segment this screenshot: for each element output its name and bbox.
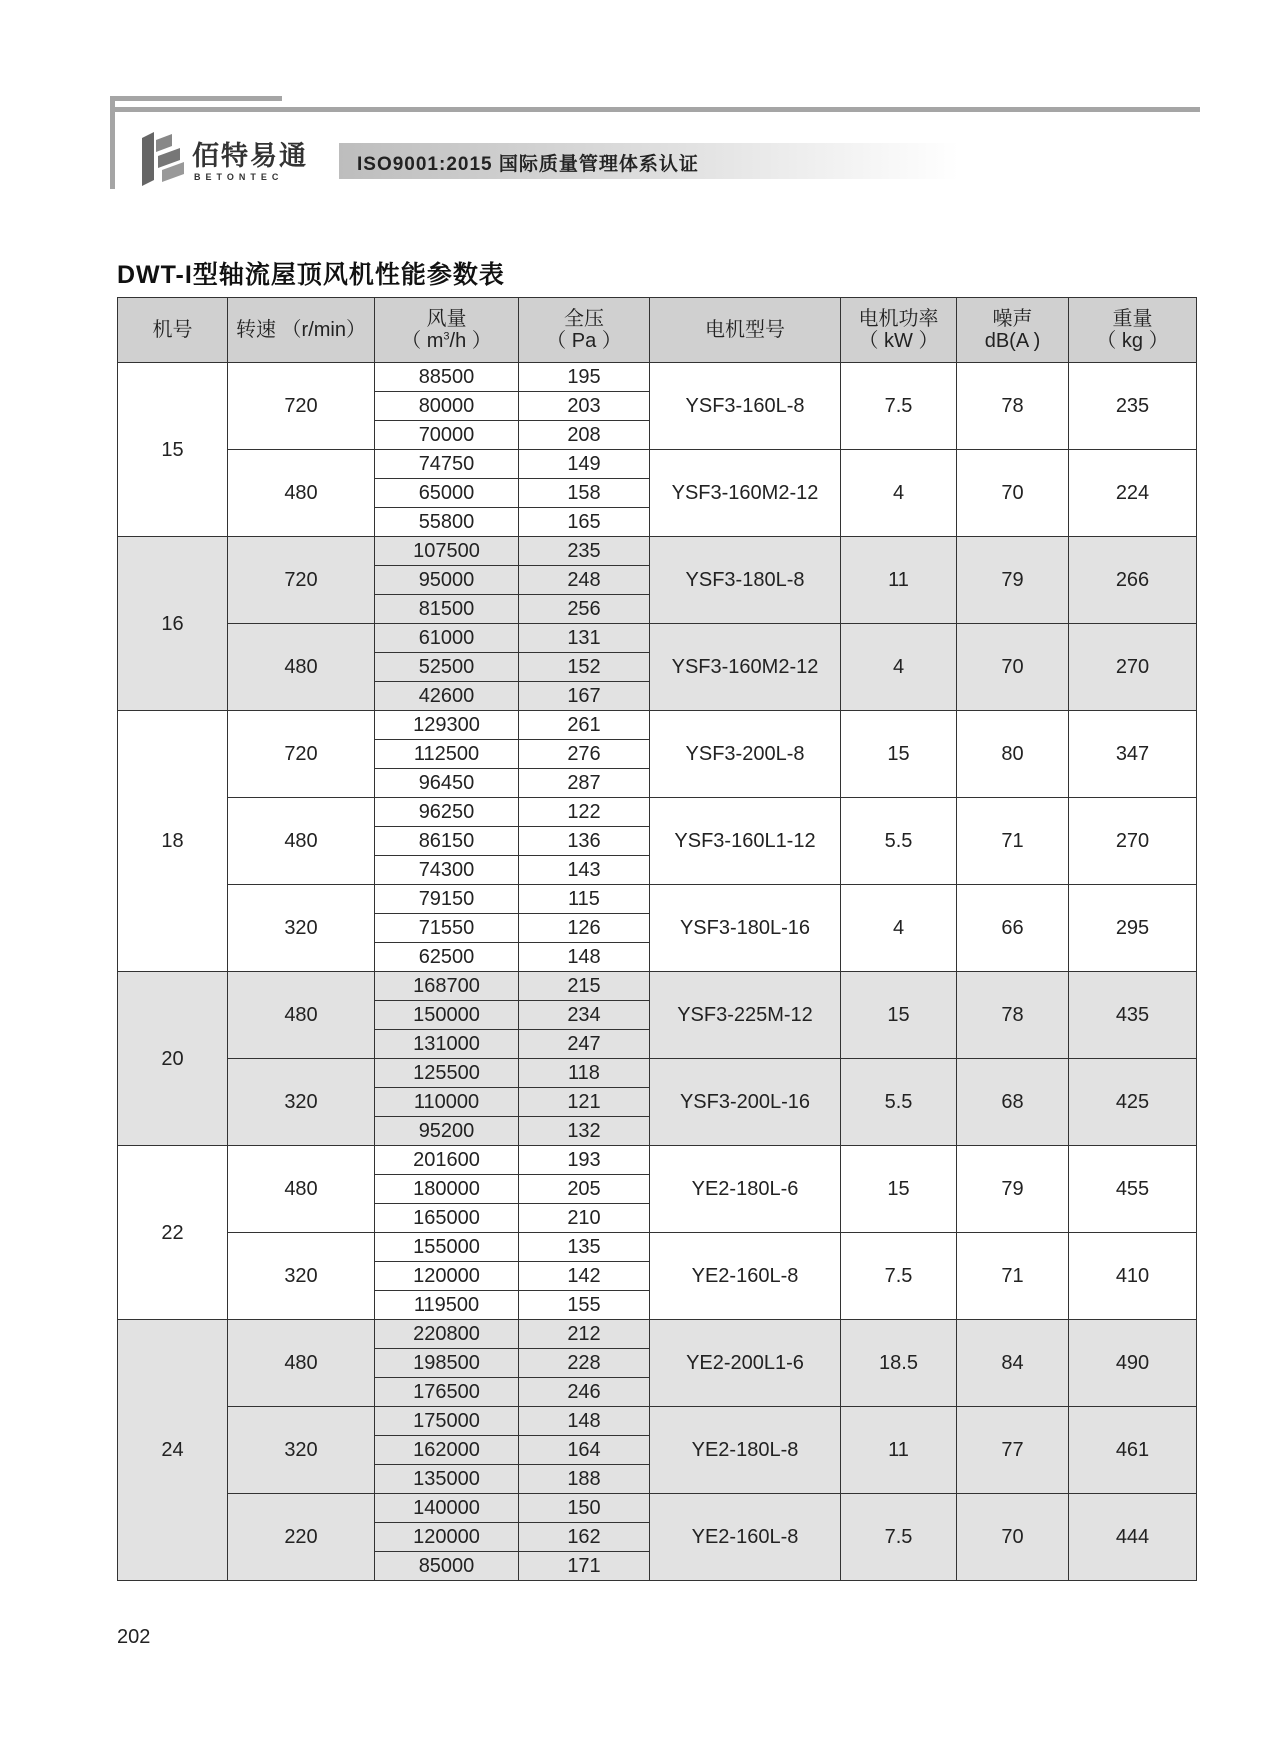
cell-airflow: 201600 bbox=[375, 1146, 519, 1175]
cell-pressure: 287 bbox=[519, 769, 650, 798]
cell-airflow: 135000 bbox=[375, 1465, 519, 1494]
cell-power: 5.5 bbox=[841, 798, 957, 885]
cell-pressure: 234 bbox=[519, 1001, 650, 1030]
cell-pressure: 158 bbox=[519, 479, 650, 508]
cell-power: 15 bbox=[841, 711, 957, 798]
cell-pressure: 131 bbox=[519, 624, 650, 653]
cell-airflow: 96450 bbox=[375, 769, 519, 798]
cell-motor: YSF3-160L-8 bbox=[650, 363, 841, 450]
cell-speed: 220 bbox=[228, 1494, 375, 1581]
cell-motor: YE2-180L-8 bbox=[650, 1407, 841, 1494]
cell-motor: YSF3-160L1-12 bbox=[650, 798, 841, 885]
cell-pressure: 208 bbox=[519, 421, 650, 450]
cell-pressure: 203 bbox=[519, 392, 650, 421]
page-number: 202 bbox=[117, 1626, 151, 1648]
cell-pressure: 215 bbox=[519, 972, 650, 1001]
cell-pressure: 188 bbox=[519, 1465, 650, 1494]
cell-motor: YSF3-225M-12 bbox=[650, 972, 841, 1059]
cell-pressure: 148 bbox=[519, 1407, 650, 1436]
cell-motor: YSF3-180L-16 bbox=[650, 885, 841, 972]
cell-pressure: 193 bbox=[519, 1146, 650, 1175]
cell-weight: 444 bbox=[1069, 1494, 1197, 1581]
cell-motor: YSF3-160M2-12 bbox=[650, 450, 841, 537]
cell-airflow: 198500 bbox=[375, 1349, 519, 1378]
cell-noise: 84 bbox=[957, 1320, 1069, 1407]
header-airflow: 风量 （ $m^3/h$ ） bbox=[375, 298, 519, 363]
cell-pressure: 142 bbox=[519, 1262, 650, 1291]
cell-pressure: 118 bbox=[519, 1059, 650, 1088]
cell-speed: 720 bbox=[228, 711, 375, 798]
cell-airflow: 65000 bbox=[375, 479, 519, 508]
cell-airflow: 74300 bbox=[375, 856, 519, 885]
cell-power: 15 bbox=[841, 972, 957, 1059]
cell-power: 15 bbox=[841, 1146, 957, 1233]
cell-pressure: 210 bbox=[519, 1204, 650, 1233]
cell-pressure: 212 bbox=[519, 1320, 650, 1349]
cell-model: 20 bbox=[118, 972, 228, 1146]
cell-airflow: 120000 bbox=[375, 1262, 519, 1291]
table-row bbox=[118, 363, 1197, 392]
cell-airflow: 176500 bbox=[375, 1378, 519, 1407]
cell-pressure: 195 bbox=[519, 363, 650, 392]
cell-pressure: 164 bbox=[519, 1436, 650, 1465]
cell-airflow: 110000 bbox=[375, 1088, 519, 1117]
cell-weight: 410 bbox=[1069, 1233, 1197, 1320]
header-speed: 转速 （r/min） bbox=[228, 298, 375, 363]
cell-airflow: 180000 bbox=[375, 1175, 519, 1204]
cell-noise: 77 bbox=[957, 1407, 1069, 1494]
cell-speed: 480 bbox=[228, 624, 375, 711]
cell-pressure: 205 bbox=[519, 1175, 650, 1204]
cell-motor: YSF3-200L-16 bbox=[650, 1059, 841, 1146]
cell-pressure: 165 bbox=[519, 508, 650, 537]
cell-airflow: 52500 bbox=[375, 653, 519, 682]
cell-pressure: 167 bbox=[519, 682, 650, 711]
cell-airflow: 95000 bbox=[375, 566, 519, 595]
cell-airflow: 129300 bbox=[375, 711, 519, 740]
header-rule bbox=[110, 107, 1200, 112]
cell-airflow: 112500 bbox=[375, 740, 519, 769]
cell-airflow: 70000 bbox=[375, 421, 519, 450]
table-row bbox=[118, 1407, 1197, 1436]
table-row bbox=[118, 1059, 1197, 1088]
cell-power: 11 bbox=[841, 537, 957, 624]
cell-motor: YE2-160L-8 bbox=[650, 1233, 841, 1320]
cell-airflow: 119500 bbox=[375, 1291, 519, 1320]
cell-speed: 720 bbox=[228, 363, 375, 450]
cell-airflow: 175000 bbox=[375, 1407, 519, 1436]
cell-pressure: 150 bbox=[519, 1494, 650, 1523]
cell-pressure: 247 bbox=[519, 1030, 650, 1059]
cell-speed: 320 bbox=[228, 885, 375, 972]
cell-pressure: 162 bbox=[519, 1523, 650, 1552]
cell-power: 4 bbox=[841, 885, 957, 972]
cell-airflow: 162000 bbox=[375, 1436, 519, 1465]
cell-pressure: 115 bbox=[519, 885, 650, 914]
cell-speed: 320 bbox=[228, 1407, 375, 1494]
cell-pressure: 248 bbox=[519, 566, 650, 595]
cell-weight: 235 bbox=[1069, 363, 1197, 450]
cell-power: 18.5 bbox=[841, 1320, 957, 1407]
cell-speed: 320 bbox=[228, 1233, 375, 1320]
cell-airflow: 95200 bbox=[375, 1117, 519, 1146]
cell-pressure: 152 bbox=[519, 653, 650, 682]
header-noise: 噪声 dB(A ) bbox=[957, 298, 1069, 363]
cell-speed: 480 bbox=[228, 1320, 375, 1407]
cell-pressure: 276 bbox=[519, 740, 650, 769]
cell-weight: 270 bbox=[1069, 624, 1197, 711]
cell-airflow: 168700 bbox=[375, 972, 519, 1001]
cell-pressure: 132 bbox=[519, 1117, 650, 1146]
cell-airflow: 140000 bbox=[375, 1494, 519, 1523]
cell-airflow: 96250 bbox=[375, 798, 519, 827]
cell-airflow: 81500 bbox=[375, 595, 519, 624]
cell-pressure: 155 bbox=[519, 1291, 650, 1320]
cell-airflow: 165000 bbox=[375, 1204, 519, 1233]
table-row bbox=[118, 1494, 1197, 1523]
certification-text: ISO9001:2015 国际质量管理体系认证 bbox=[357, 154, 699, 175]
page-title: DWT-I型轴流屋顶风机性能参数表 bbox=[117, 261, 505, 289]
cell-pressure: 256 bbox=[519, 595, 650, 624]
cell-noise: 70 bbox=[957, 1494, 1069, 1581]
cell-airflow: 120000 bbox=[375, 1523, 519, 1552]
cell-airflow: 74750 bbox=[375, 450, 519, 479]
cell-model: 24 bbox=[118, 1320, 228, 1581]
cell-power: 4 bbox=[841, 624, 957, 711]
header-model: 机号 bbox=[118, 298, 228, 363]
cell-speed: 320 bbox=[228, 1059, 375, 1146]
cell-noise: 70 bbox=[957, 450, 1069, 537]
brand-name-en: BETONTEC bbox=[194, 172, 284, 182]
table-row bbox=[118, 711, 1197, 740]
cell-speed: 480 bbox=[228, 798, 375, 885]
header-weight: 重量 （ kg ） bbox=[1069, 298, 1197, 363]
cell-noise: 71 bbox=[957, 798, 1069, 885]
cell-pressure: 261 bbox=[519, 711, 650, 740]
table-row bbox=[118, 450, 1197, 479]
cell-power: 4 bbox=[841, 450, 957, 537]
brand-logo bbox=[132, 130, 312, 192]
cell-weight: 270 bbox=[1069, 798, 1197, 885]
cell-power: 5.5 bbox=[841, 1059, 957, 1146]
cell-pressure: 136 bbox=[519, 827, 650, 856]
cell-airflow: 155000 bbox=[375, 1233, 519, 1262]
cell-noise: 79 bbox=[957, 537, 1069, 624]
cell-noise: 79 bbox=[957, 1146, 1069, 1233]
cell-weight: 425 bbox=[1069, 1059, 1197, 1146]
header-motor: 电机型号 bbox=[650, 298, 841, 363]
cell-airflow: 79150 bbox=[375, 885, 519, 914]
cell-pressure: 126 bbox=[519, 914, 650, 943]
cell-model: 15 bbox=[118, 363, 228, 537]
cell-noise: 78 bbox=[957, 972, 1069, 1059]
logo-mark-icon bbox=[132, 130, 188, 188]
cell-airflow: 150000 bbox=[375, 1001, 519, 1030]
cell-speed: 480 bbox=[228, 1146, 375, 1233]
cell-weight: 224 bbox=[1069, 450, 1197, 537]
cell-pressure: 171 bbox=[519, 1552, 650, 1581]
cell-speed: 720 bbox=[228, 537, 375, 624]
cell-weight: 435 bbox=[1069, 972, 1197, 1059]
cell-pressure: 235 bbox=[519, 537, 650, 566]
cell-weight: 455 bbox=[1069, 1146, 1197, 1233]
cell-motor: YSF3-200L-8 bbox=[650, 711, 841, 798]
cell-airflow: 107500 bbox=[375, 537, 519, 566]
header-pressure: 全压 （ Pa ） bbox=[519, 298, 650, 363]
table-row bbox=[118, 885, 1197, 914]
cell-model: 18 bbox=[118, 711, 228, 972]
cell-noise: 71 bbox=[957, 1233, 1069, 1320]
cell-speed: 480 bbox=[228, 972, 375, 1059]
certification-banner bbox=[339, 143, 959, 179]
cell-airflow: 86150 bbox=[375, 827, 519, 856]
header-power: 电机功率 （ kW ） bbox=[841, 298, 957, 363]
cell-airflow: 131000 bbox=[375, 1030, 519, 1059]
cell-pressure: 149 bbox=[519, 450, 650, 479]
cell-noise: 78 bbox=[957, 363, 1069, 450]
table-row bbox=[118, 1146, 1197, 1175]
cell-motor: YSF3-180L-8 bbox=[650, 537, 841, 624]
cell-weight: 347 bbox=[1069, 711, 1197, 798]
cell-weight: 490 bbox=[1069, 1320, 1197, 1407]
cell-pressure: 246 bbox=[519, 1378, 650, 1407]
cell-model: 16 bbox=[118, 537, 228, 711]
cell-power: 7.5 bbox=[841, 363, 957, 450]
cell-airflow: 80000 bbox=[375, 392, 519, 421]
cell-speed: 480 bbox=[228, 450, 375, 537]
table-row bbox=[118, 624, 1197, 653]
cell-airflow: 62500 bbox=[375, 943, 519, 972]
cell-pressure: 135 bbox=[519, 1233, 650, 1262]
table-row bbox=[118, 972, 1197, 1001]
cell-airflow: 55800 bbox=[375, 508, 519, 537]
cell-airflow: 42600 bbox=[375, 682, 519, 711]
cell-motor: YE2-180L-6 bbox=[650, 1146, 841, 1233]
table-row bbox=[118, 537, 1197, 566]
cell-motor: YSF3-160M2-12 bbox=[650, 624, 841, 711]
cell-motor: YE2-200L1-6 bbox=[650, 1320, 841, 1407]
cell-noise: 70 bbox=[957, 624, 1069, 711]
cell-noise: 66 bbox=[957, 885, 1069, 972]
cell-power: 11 bbox=[841, 1407, 957, 1494]
cell-weight: 295 bbox=[1069, 885, 1197, 972]
cell-noise: 68 bbox=[957, 1059, 1069, 1146]
brand-name-cn: 佰特易通 bbox=[192, 141, 308, 171]
cell-airflow: 71550 bbox=[375, 914, 519, 943]
cell-motor: YE2-160L-8 bbox=[650, 1494, 841, 1581]
table-row bbox=[118, 1233, 1197, 1262]
table-row bbox=[118, 1320, 1197, 1349]
cell-pressure: 122 bbox=[519, 798, 650, 827]
cell-airflow: 220800 bbox=[375, 1320, 519, 1349]
cell-power: 7.5 bbox=[841, 1233, 957, 1320]
cell-weight: 266 bbox=[1069, 537, 1197, 624]
table-row bbox=[118, 798, 1197, 827]
cell-model: 22 bbox=[118, 1146, 228, 1320]
cell-weight: 461 bbox=[1069, 1407, 1197, 1494]
cell-airflow: 125500 bbox=[375, 1059, 519, 1088]
cell-power: 7.5 bbox=[841, 1494, 957, 1581]
cell-airflow: 85000 bbox=[375, 1552, 519, 1581]
header-rule-vertical bbox=[110, 96, 115, 189]
cell-pressure: 148 bbox=[519, 943, 650, 972]
cell-pressure: 228 bbox=[519, 1349, 650, 1378]
table-body bbox=[118, 363, 1197, 1581]
cell-airflow: 61000 bbox=[375, 624, 519, 653]
cell-noise: 80 bbox=[957, 711, 1069, 798]
cell-pressure: 143 bbox=[519, 856, 650, 885]
table-header-row bbox=[118, 298, 1197, 363]
performance-table bbox=[117, 297, 1197, 1581]
cell-airflow: 88500 bbox=[375, 363, 519, 392]
cell-pressure: 121 bbox=[519, 1088, 650, 1117]
header-rule-short bbox=[110, 96, 282, 101]
